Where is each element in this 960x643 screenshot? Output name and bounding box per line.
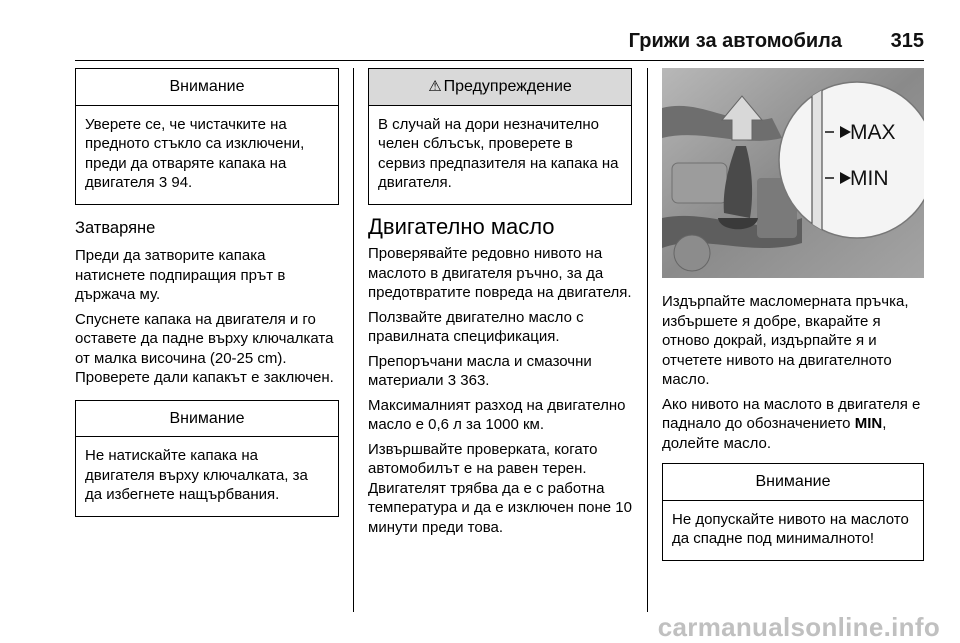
right-column xyxy=(662,68,924,561)
middle-column xyxy=(368,68,632,542)
closing-paragraph-2: Спуснете капака на двигателя и го оставете да падне върху ключалката от малка височина (20-25 cm). Проверете дали капакът е заключен. xyxy=(75,310,334,386)
warning-title: ⚠ Предупреждение xyxy=(369,69,631,106)
min-label: MIN xyxy=(850,167,889,190)
warning-box xyxy=(368,68,632,205)
notice-box-wipers xyxy=(75,68,339,205)
notice-box-oil-level xyxy=(662,463,924,561)
page-ref-icon: 3 xyxy=(158,174,168,191)
notice-title: Внимание xyxy=(76,69,338,106)
section-heading-closing: Затваряне xyxy=(75,218,156,237)
dipstick-photo xyxy=(662,68,924,278)
dipstick-paragraph-1: Издърпайте масломерната пръчка, избършете я добре, вкарайте я отново докрай, издърпайте я и отчетете нивото на двигателното масло. xyxy=(662,293,909,388)
engine-part xyxy=(672,163,727,203)
page-ref-icon: 3 xyxy=(447,372,457,389)
dipstick-paragraph-2: Ако нивото на маслото в двигателя е паднало до обозначението MIN, долейте масло. xyxy=(662,395,921,452)
oil-paragraph-1: Проверявайте редовно нивото на маслото в двигателя ръчно, за да предотвратите повреда на двигателя. xyxy=(368,245,632,301)
page-ref[interactable]: 94. xyxy=(171,174,193,191)
notice-body: Уверете се, че чистачките на предното стъкло са изключени, преди да отваряте капака на двигателя 3 94. xyxy=(85,115,305,191)
column-divider-1 xyxy=(353,68,354,612)
notice-title: Внимание xyxy=(76,401,338,438)
page-header-title: Грижи за автомобила xyxy=(628,30,842,52)
page-ref[interactable]: 363. xyxy=(460,372,490,389)
closing-paragraph-1: Преди да затворите капака натиснете подпиращия прът в държача му. xyxy=(75,247,286,303)
oil-paragraph-2: Ползвайте двигателно масло с правилната спецификация. xyxy=(368,308,584,345)
oil-paragraph-3: Препоръчани масла и смазочни материали 3 363. xyxy=(368,352,592,389)
notice-body: Не допускайте нивото на маслото да спадне под минималното! xyxy=(672,510,909,547)
max-label: MAX xyxy=(850,121,896,144)
dipstick-zoom-circle xyxy=(779,82,924,238)
min-bold-label: MIN xyxy=(854,415,883,432)
oil-paragraph-5: Извършвайте проверката, когато автомобилът е на равен терен. Двигателят трябва да е с работна температура и да е изключен поне 10 минути преди това. xyxy=(368,440,632,536)
left-column xyxy=(75,68,339,517)
warning-body: В случай на дори незначително челен сблъсък, проверете в сервиз предпазителя на капака на двигателя. xyxy=(378,115,619,191)
notice-box-hood xyxy=(75,400,339,517)
engine-part xyxy=(674,235,710,271)
warning-triangle-icon: ⚠ xyxy=(428,78,442,95)
notice-body: Не натискайте капака на двигателя върху ключалката, за да избегнете нащърбвания. xyxy=(85,447,308,503)
page-number: 315 xyxy=(890,30,924,52)
section-heading-engine-oil: Двигателно масло xyxy=(368,213,555,239)
oil-paragraph-4: Максималният разход на двигателно масло е 0,6 л за 1000 км. xyxy=(368,396,626,433)
header-rule xyxy=(75,60,924,61)
watermark: carmanualsonline.info xyxy=(657,612,940,642)
notice-title: Внимание xyxy=(663,464,923,501)
column-divider-2 xyxy=(647,68,648,612)
